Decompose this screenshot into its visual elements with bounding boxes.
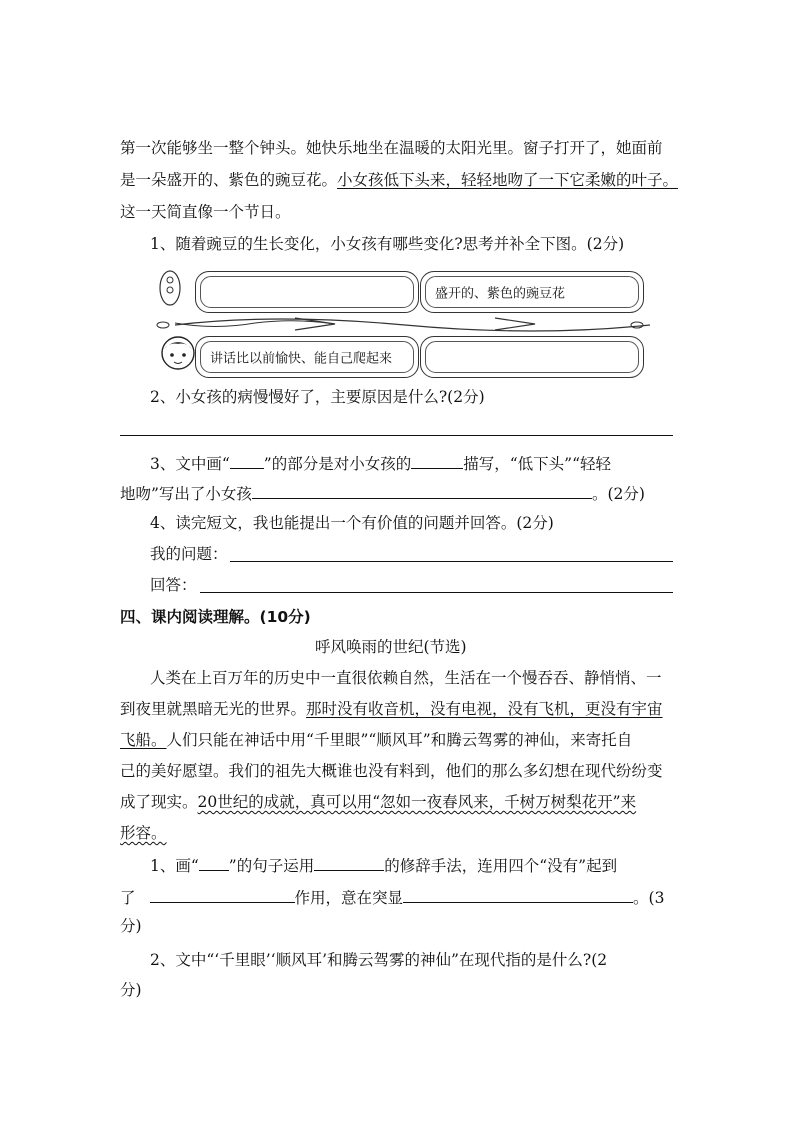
passage-line: 成了现实。20世纪的成就，真可以用“忽如一夜春风来，千树万树梨花开”来 (120, 793, 637, 811)
passage-line: 这一天简直像一个节日。 (120, 203, 291, 221)
answer-blank[interactable] (252, 482, 592, 499)
question-label: 我的问题： (150, 545, 228, 563)
answer-label: 回答： (150, 576, 197, 594)
passage-line: 到夜里就黑暗无光的世界。那时没有收音机，没有电视，没有飞机，更没有宇宙 (120, 700, 663, 718)
answer-blank[interactable] (314, 854, 384, 871)
diagram-box-top-right (420, 271, 644, 313)
diagram-text: 讲话比以前愉快、能自己爬起来 (210, 351, 393, 367)
answer-input-line[interactable] (200, 592, 673, 593)
diagram-box-bottom-right[interactable] (420, 336, 644, 378)
passage-title: 呼风唤雨的世纪(节选) (315, 638, 467, 656)
underlined-sentence: 飞船。 (120, 731, 167, 749)
section4-question-1: 1、画“ ”的句子运用 的修辞手法，连用四个“没有”起到 (150, 854, 617, 876)
question-3-line2: 地吻”写出了小女孩 。(2分) (120, 482, 645, 504)
underline-sample (199, 854, 229, 871)
diagram-box-bottom-left (195, 336, 419, 378)
passage-line (120, 170, 678, 190)
passage-line: 飞船。人们只能在神话中用“千里眼”“顺风耳”和腾云驾雾的神仙，来寄托自 (120, 731, 633, 749)
section4-question-2-line2: 分) (120, 981, 142, 999)
section4-question-1-line2: 了 作用，意在突显 。(3 (120, 886, 664, 908)
diagram-box-top-left[interactable] (195, 271, 419, 313)
underline-sample (230, 452, 264, 469)
passage-line: 己的美好愿望。我们的祖先大概谁也没有料到，他们的那么多幻想在现代纷纷变 (120, 762, 663, 780)
question-1: 1、随着豌豆的生长变化，小女孩有哪些变化?思考并补全下图。(2分) (150, 235, 625, 253)
answer-blank[interactable] (403, 886, 633, 903)
growth-diagram (155, 268, 650, 378)
answer-blank[interactable] (150, 886, 295, 903)
answer-blank[interactable] (411, 452, 463, 469)
girl-icon (157, 332, 199, 377)
question-4: 4、读完短文，我也能提出一个有价值的问题并回答。(2分) (150, 514, 554, 532)
wavy-sentence: 形容。 (120, 824, 167, 842)
wavy-sentence: 20世纪的成就，真可以用“忽如一夜春风来，千树万树梨花开”来 (197, 793, 637, 811)
underlined-sentence: 小女孩低下头来，轻轻地吻了一下它柔嫩的叶子。 (337, 171, 679, 189)
diagram-text: 盛开的、紫色的豌豆花 (435, 286, 566, 302)
passage-line: 第一次能够坐一整个钟头。她快乐地坐在温暖的太阳光里。窗子打开了，她面前 (120, 139, 663, 157)
section-heading: 四、课内阅读理解。(10分) (120, 608, 311, 626)
question-input-line[interactable] (230, 561, 673, 562)
underlined-sentence: 那时没有收音机，没有电视，没有飞机，更没有宇宙 (306, 700, 663, 718)
section4-question-1-line3: 分) (120, 917, 142, 935)
passage-line (120, 823, 167, 843)
passage-line: 人类在上百万年的历史中一直很依赖自然，生活在一个慢吞吞、静悄悄、一 (150, 669, 662, 687)
section4-question-2: 2、文中“‘千里眼’‘顺风耳’和腾云驾雾的神仙”在现代指的是什么?(2 (150, 951, 608, 969)
question-3: 3、文中画“ ”的部分是对小女孩的 描写，“低下头”“轻轻 (150, 452, 611, 474)
passage-text: 是一朵盛开的、紫色的豌豆花。 (120, 171, 338, 189)
answer-line[interactable] (120, 435, 673, 436)
question-2: 2、小女孩的病慢慢好了，主要原因是什么?(2分) (150, 388, 485, 406)
